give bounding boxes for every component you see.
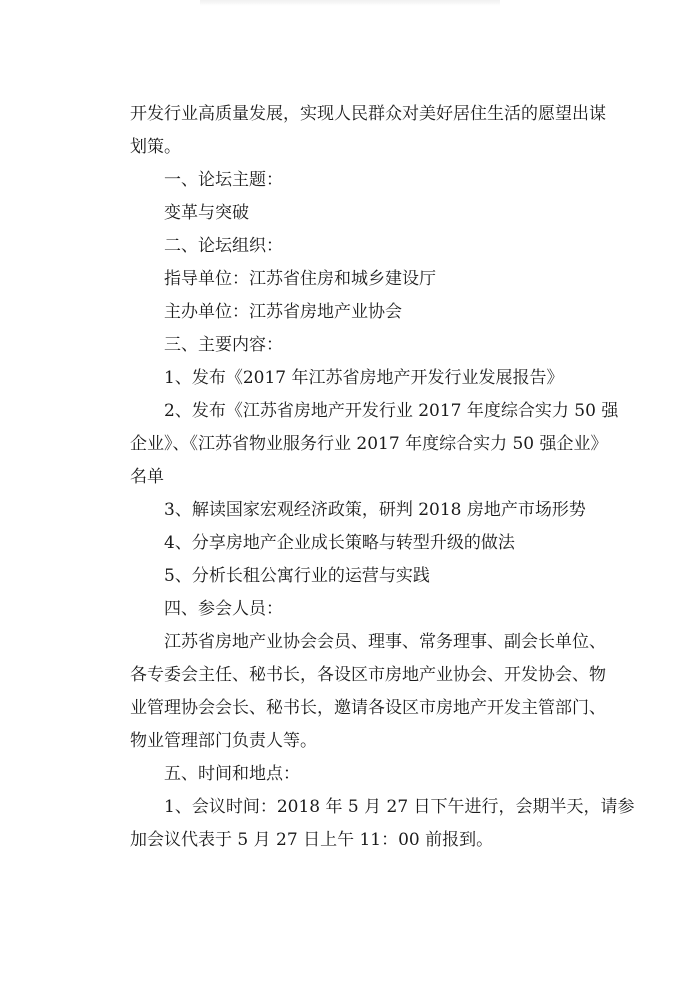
- list-item: 1、发布《2017 年江苏省房地产开发行业发展报告》: [164, 368, 564, 388]
- body-line: 江苏省房地产业协会会员、理事、常务理事、副会长单位、: [164, 632, 606, 652]
- body-line: 加会议代表于 5 月 27 日上午 11：00 前报到。: [130, 830, 494, 850]
- body-line: 指导单位：江苏省住房和城乡建设厅: [164, 269, 436, 289]
- body-line: 物业管理部门负责人等。: [130, 731, 317, 751]
- list-item: 3、解读国家宏观经济政策，研判 2018 房地产市场形势: [164, 500, 586, 520]
- list-item: 2、发布《江苏省房地产开发行业 2017 年度综合实力 50 强: [164, 401, 619, 421]
- section-heading: 四、参会人员：: [164, 599, 283, 619]
- scan-edge-shadow: [200, 0, 500, 6]
- document-body: [130, 98, 635, 857]
- section-heading: 五、时间和地点：: [164, 764, 300, 784]
- body-line: 开发行业高质量发展，实现人民群众对美好居住生活的愿望出谋: [130, 104, 606, 124]
- body-line: 企业》、《江苏省物业服务行业 2017 年度综合实力 50 强企业》: [130, 434, 608, 454]
- list-item: 4、分享房地产企业成长策略与转型升级的做法: [164, 533, 515, 553]
- body-line: 业管理协会会长、秘书长，邀请各设区市房地产开发主管部门、: [130, 698, 606, 718]
- section-heading: 三、主要内容：: [164, 335, 283, 355]
- section-heading: 二、论坛组织：: [164, 236, 283, 256]
- body-line: 名单: [130, 467, 164, 487]
- list-item: 5、分析长租公寓行业的运营与实践: [164, 566, 430, 586]
- section-heading: 一、论坛主题：: [164, 170, 283, 190]
- body-line: 变革与突破: [164, 203, 249, 223]
- body-line: 划策。: [130, 137, 181, 157]
- list-item: 1、会议时间：2018 年 5 月 27 日下午进行，会期半天，请参: [164, 797, 635, 817]
- body-line: 各专委会主任、秘书长，各设区市房地产业协会、开发协会、物: [130, 665, 606, 685]
- body-line: 主办单位：江苏省房地产业协会: [164, 302, 402, 322]
